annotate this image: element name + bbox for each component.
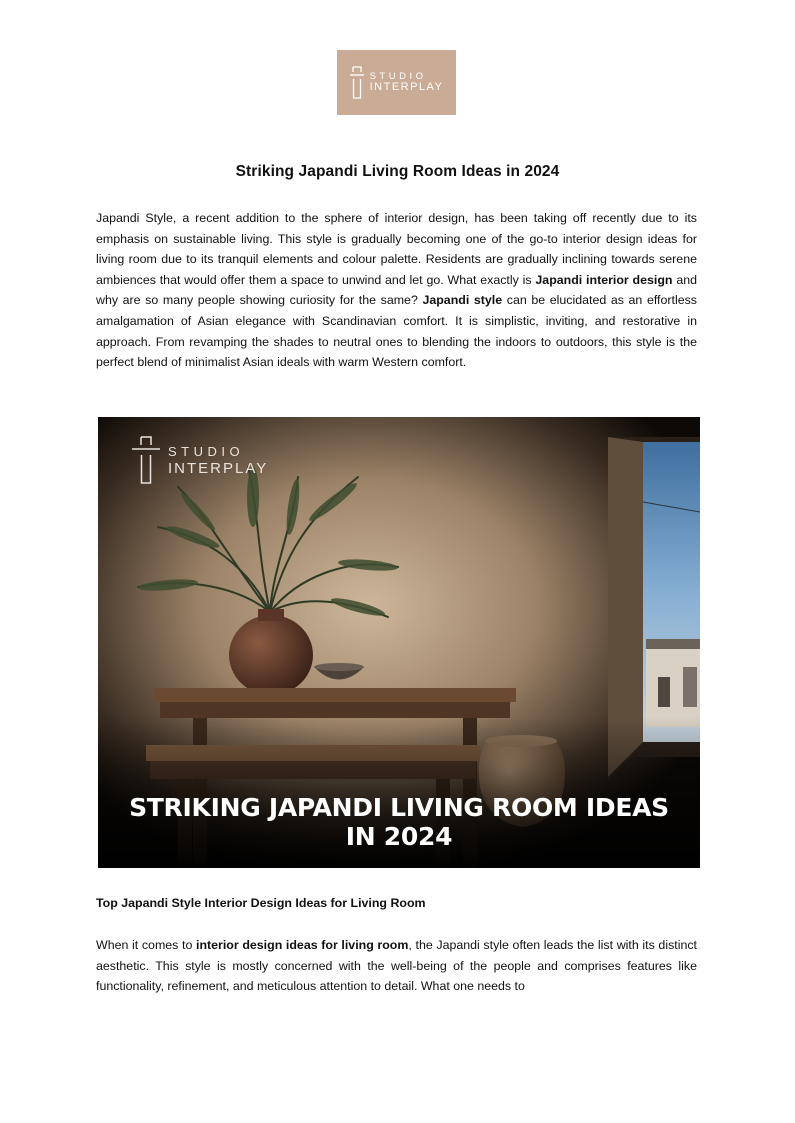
section-heading: Top Japandi Style Interior Design Ideas for Living Room [96, 896, 426, 910]
intro-bold-2: Japandi style [422, 293, 503, 308]
logo-mark-icon [350, 66, 364, 100]
studio-interplay-logo [337, 50, 456, 115]
intro-text-3: can be elucidated as an effortless amalgamation of Asian elegance with Scandinavian comfort. It is simplistic, inviting, and restorative in approach. From revamping the shades to neutral ones to blending the indoors to outdoors, this style is the perfect blend of minimalist Asian ideals with warm Western comfort. [96, 293, 697, 370]
hero-title-line-1: STRIKING JAPANDI LIVING ROOM IDEAS [129, 793, 669, 822]
page-title: Striking Japandi Living Room Ideas in 2024 [235, 163, 560, 180]
intro-paragraph [96, 208, 697, 373]
hero-logo-line-1: STUDIO [168, 444, 245, 459]
hero-title-line-2: IN 2024 [345, 822, 453, 851]
section-bold-1: interior design ideas for living room [196, 938, 409, 952]
section-text-1: When it comes to [96, 938, 196, 952]
hero-logo-line-2: INTERPLAY [168, 460, 269, 477]
logo-line-2: INTERPLAY [369, 80, 444, 93]
hero-image [98, 417, 700, 868]
section-text-2: , the Japandi style often leads the list with its distinct aesthetic. This style is mostly concerned with the well-being of the people and comprises features like functionality, refinement, and meticulous attention to detail. What one needs to [96, 938, 697, 994]
section-paragraph [96, 935, 697, 997]
hero-logo [132, 435, 268, 487]
logo-line-1: STUDIO [369, 70, 427, 82]
hero-title [98, 793, 700, 851]
intro-text-2: and why are so many people showing curiosity for the same? [96, 272, 697, 308]
intro-bold-1: Japandi interior design [535, 272, 673, 287]
logo-wordmark [370, 72, 444, 94]
hero-logo-mark-icon [132, 435, 160, 487]
intro-text-1: Japandi Style, a recent addition to the sphere of interior design, has been taking off recently due to its emphasis on sustainable living. This style is gradually becoming one of the go-to interior design ideas for living room due to its tranquil elements and colour palette. Residents are gradually inclining towards serene ambiences that would offer them a space to unwind and let go. What exactly is [96, 211, 697, 287]
